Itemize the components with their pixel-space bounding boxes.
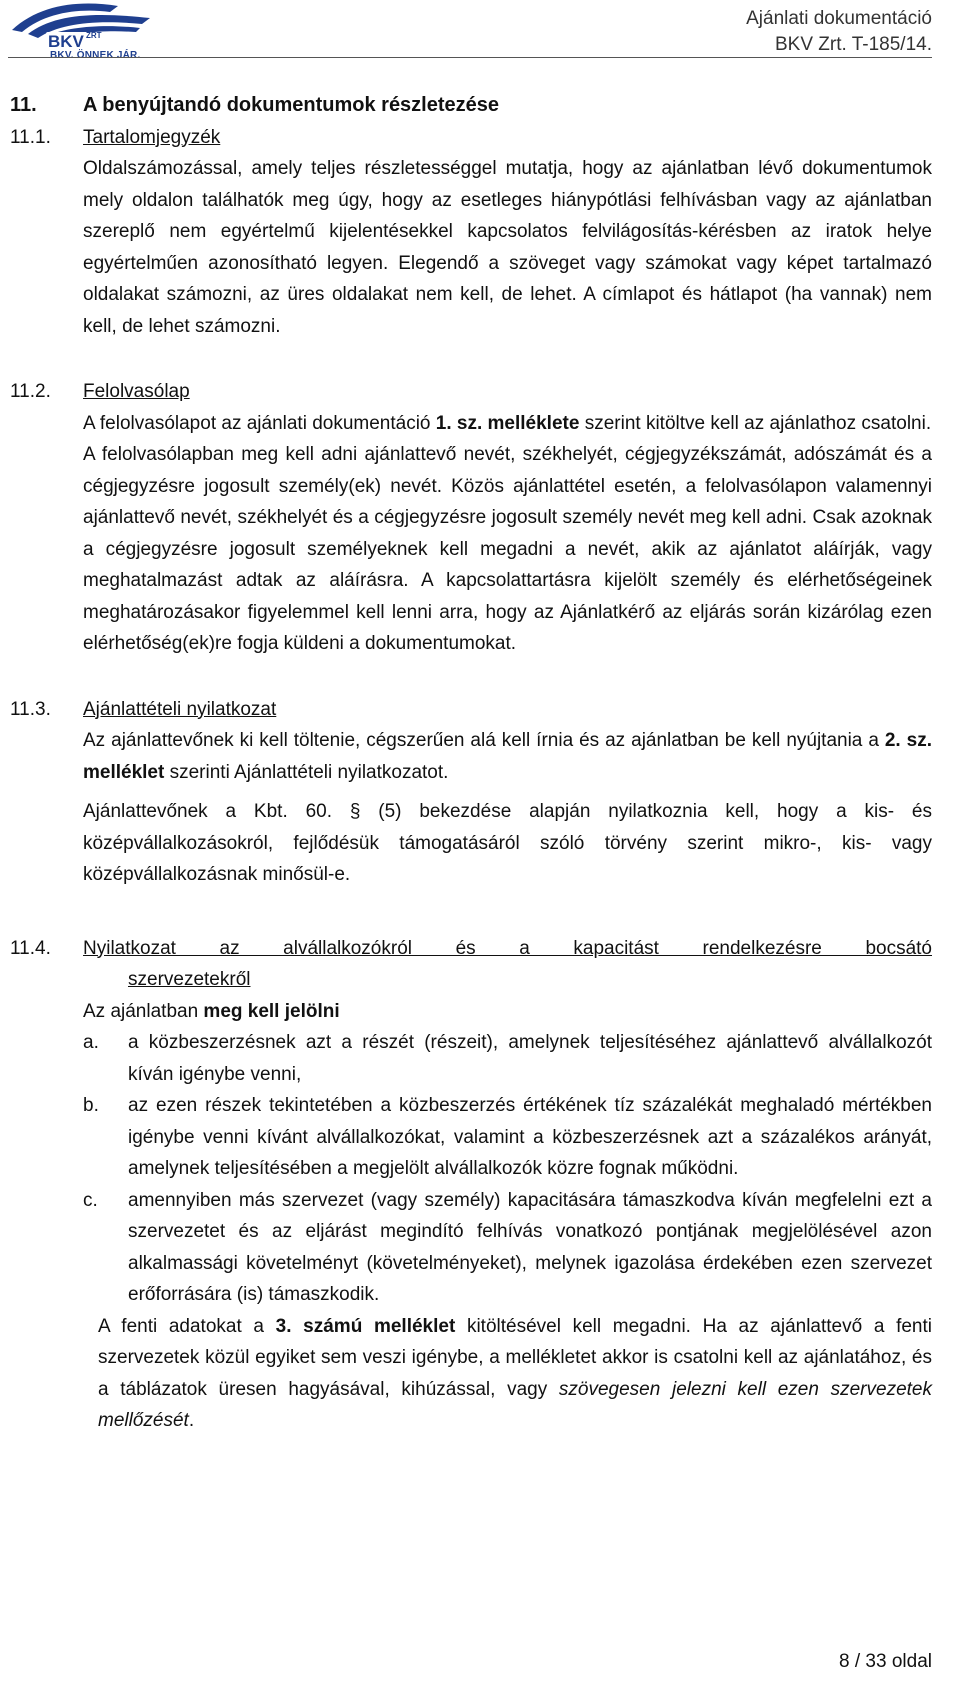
subsection-number: 11.3. bbox=[10, 698, 51, 720]
list-letter: a. bbox=[83, 1032, 99, 1053]
paragraph: Az ajánlatban meg kell jelölni bbox=[83, 1000, 340, 1022]
paragraph: Oldalszámozással, amely teljes részletességgel mutatja, hogy az ajánlatban lévő dokumentumok mely oldalon találhatók meg úgy, hogy az esetleges hiánypótlási felhívásban vagy az ajánlatban szereplő nem egyértelmű kijelentésekkel kapcsolatos felvilágosítás-kérésben az iratok helye egyértelműen azonosítható legyen. Elegendő a szöveget vagy számokat vagy képet tartalmazó oldalakat számozni, az üres oldalakat nem kell, de lehet. A címlapot és hátlapot (ha vannak) nem kell, de lehet számozni. bbox=[83, 158, 932, 337]
paragraph: A felolvasólapban meg kell adni ajánlattevő nevét, székhelyét, cégjegyzékszámát, adószámát és a cégjegyzésre jogosult személy(ek) nevét. Közös ajánlattétel esetén, a felolvasólapon valamennyi ajánlattevő nevét, székhelyét és a cégjegyzésre jogosult személy nevét meg kell adni. Csak azoknak a cégjegyzésre jogosult személyeknek kell megadni a nevét, akik az ajánlatot aláírják, vagy meghatalmazást adtak az aláírásra. A kapcsolattartásra kijelölt személy és elérhetőségeinek meghatározásakor figyelemmel kell lenni arra, hogy az Ajánlatkérő az eljárás során kizárólag ezen elérhetőség(ek)re fogja küldeni a dokumentumokat. bbox=[83, 444, 932, 654]
section-number: 11. bbox=[10, 94, 37, 116]
section-heading bbox=[10, 90, 932, 122]
doc-title: Ajánlati dokumentáció bbox=[746, 8, 932, 29]
header-divider bbox=[8, 57, 932, 58]
subsection-heading-11-3 bbox=[10, 694, 932, 726]
subsection-title: Felolvasólap bbox=[83, 381, 190, 402]
list-text: a közbeszerzésnek azt a részét (részeit), amelynek teljesítéséhez ajánlattevő alvállalkozót kíván igénybe venni, bbox=[128, 1032, 932, 1085]
paragraph: Az ajánlattevőnek ki kell töltenie, cégszerűen alá kell írnia és az ajánlatban be kell nyújtania a 2. sz. melléklet szerinti Ajánlattételi nyilatkozatot. bbox=[83, 730, 932, 783]
list-item bbox=[10, 1090, 932, 1185]
list-letter: c. bbox=[83, 1189, 98, 1211]
subsection-title-cont: szervezetekről bbox=[128, 969, 251, 990]
subsection-title: Nyilatkozat az alvállalkozókról és a kapacitást rendelkezésre bocsátó bbox=[83, 937, 932, 959]
list-item bbox=[10, 1027, 932, 1090]
subsection-number: 11.4. bbox=[10, 937, 51, 959]
subsection-title: Tartalomjegyzék bbox=[83, 126, 221, 148]
doc-ref: BKV Zrt. T-185/14. bbox=[774, 34, 932, 55]
subsection-number: 11.1. bbox=[10, 126, 51, 148]
subsection-number: 11.2. bbox=[10, 381, 51, 402]
list-text: amennyiben más szervezet (vagy személy) kapacitására támaszkodva kíván megfelelni ezt a szervezetet és az eljárást megindító felhívás vonatkozó pontjának megjelölésével azon alkalmassági követelményt (követelményeket), melynek igazolása érdekében ezen szervezet erőforrására (is) támaszkodik. bbox=[128, 1189, 932, 1305]
list-letter: b. bbox=[83, 1095, 99, 1116]
logo-sup: ZRT bbox=[86, 31, 102, 40]
page-number: 8 / 33 oldal bbox=[839, 1651, 932, 1672]
paragraph: A fenti adatokat a 3. számú melléklet kitöltésével kell megadni. Ha az ajánlattevő a fenti szervezetek közül egyiket sem veszi igénybe, a mellékletet akkor is csatolni kell az ajánlatához, és a táblázatok üresen hagyásával, kihúzással, vagy szövegesen jelezni kell ezen szervezetek mellőzését. bbox=[98, 1315, 932, 1431]
paragraph: A felolvasólapot az ajánlati dokumentáció 1. sz. melléklete szerint kitöltve kell az ajánlathoz csatolni. bbox=[83, 412, 932, 434]
subsection-heading-11-1 bbox=[10, 122, 932, 154]
subsection-heading-11-2 bbox=[10, 376, 932, 408]
logo-tagline: BKV. ÖNNEK JÁR. bbox=[50, 50, 141, 61]
list-item bbox=[10, 1185, 932, 1311]
paragraph: Ajánlattevőnek a Kbt. 60. § (5) bekezdése alapján nyilatkoznia kell, hogy a kis- és középvállalkozásokról, fejlődésük támogatásáról szóló törvény szerint mikro-, kis- vagy középvállalkozásnak minősül-e. bbox=[83, 801, 932, 885]
list-text: az ezen részek tekintetében a közbeszerzés értékének tíz százalékát meghaladó mértékben igénybe venni kívánt alvállalkozókat, valamint a közbeszerzésnek azt a százalékos arányát, amelynek teljesítésében a megjelölt alvállalkozók közre fognak működni. bbox=[128, 1095, 932, 1179]
logo-brand: BKV bbox=[48, 32, 84, 51]
subsection-title: Ajánlattételi nyilatkozat bbox=[83, 698, 277, 720]
subsection-heading-11-4 bbox=[10, 933, 932, 996]
header-doc-info bbox=[746, 6, 932, 58]
bkv-logo-graphic bbox=[10, 0, 152, 52]
document-body bbox=[10, 90, 932, 1437]
section-title: A benyújtandó dokumentumok részletezése bbox=[83, 94, 500, 116]
